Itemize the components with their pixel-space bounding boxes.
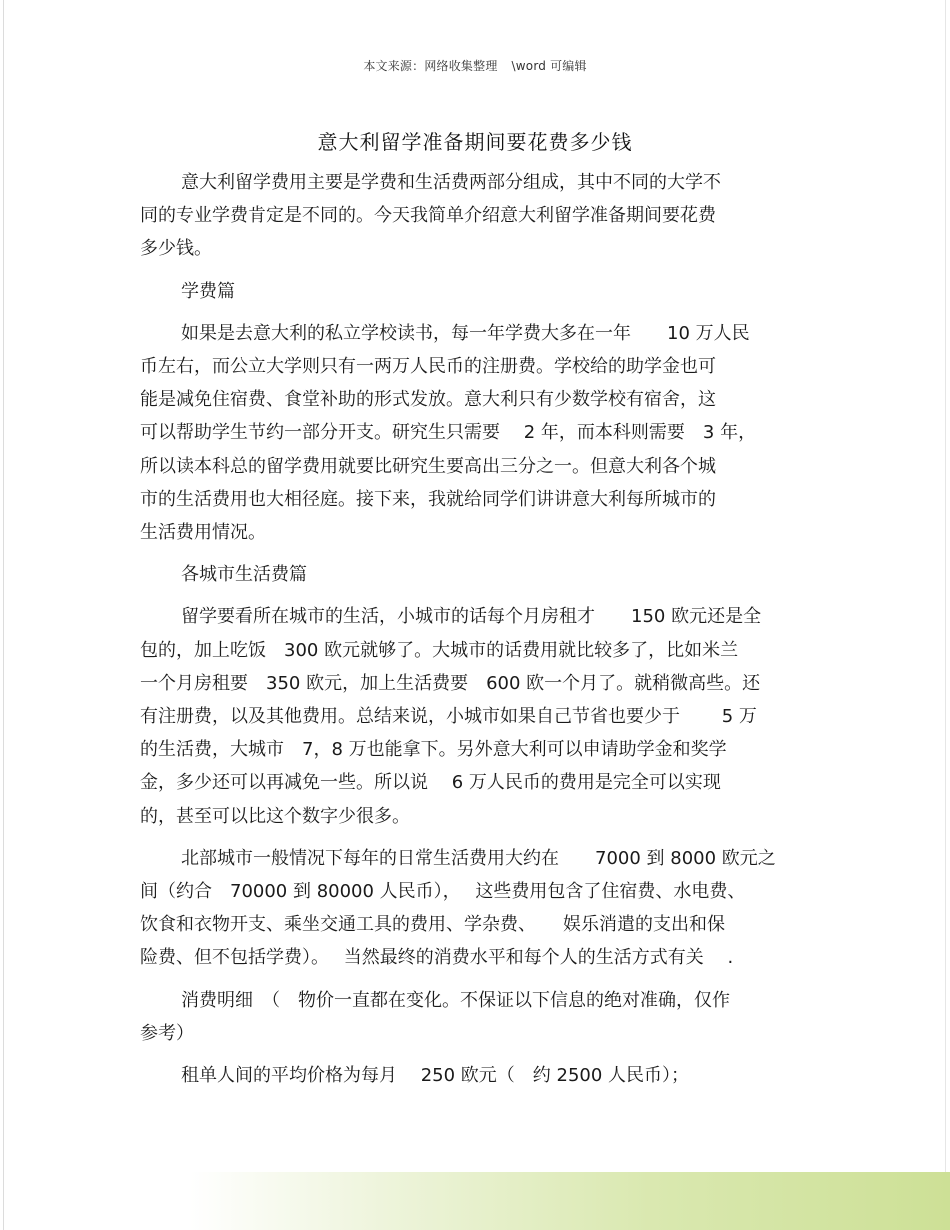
header-source-text: 本文来源：网络收集整理	[363, 59, 498, 73]
text-line: 租单人间的平均价格为每月 250 欧元（ 约 2500 人民币）；	[181, 1065, 690, 1087]
text-line: 包的，加上吃饭 300 欧元就够了。大城市的话费用就比较多了，比如米兰	[140, 639, 739, 661]
section-heading-living	[140, 558, 820, 591]
page-right-edge	[945, 0, 946, 1230]
text-line: 学费篇	[181, 280, 235, 302]
text-line: 可以帮助学生节约一部分开支。研究生只需要 2 年，而本科则需要 3 年，	[140, 422, 757, 444]
text-line: 币左右，而公立大学则只有一两万人民币的注册费。学校给的助学金也可	[140, 356, 716, 378]
text-line: 生活费用情况。	[140, 522, 266, 544]
text-line: 的生活费，大城市 7，8 万也能拿下。另外意大利可以申请助学金和奖学	[140, 739, 727, 761]
paragraph-tuition	[140, 317, 820, 549]
footer-decoration-band	[190, 1172, 950, 1230]
text-line: 参考）	[140, 1022, 194, 1044]
text-line: 所以读本科总的留学费用就要比研究生要高出三分之一。但意大利各个城	[140, 455, 716, 477]
text-line: 留学要看所在城市的生活，小城市的话每个月房租才 150 欧元还是全	[181, 606, 762, 628]
text-line: 险费、但不包括学费）。 当然最终的消费水平和每个人的生活方式有关 .	[140, 947, 734, 969]
header-editable-text: \word 可编辑	[511, 59, 587, 73]
text-line: 饮食和衣物开支、乘坐交通工具的费用、学杂费、 娱乐消遣的支出和保	[140, 914, 725, 936]
text-line: 意大利留学费用主要是学费和生活费两部分组成，其中不同的大学不	[181, 172, 721, 193]
document-body	[140, 166, 820, 1092]
paragraph-expense-details	[140, 984, 820, 1050]
text-line: 市的生活费用也大相径庭。接下来，我就给同学们讲讲意大利每所城市的	[140, 488, 716, 510]
paragraph-northern-cities	[140, 842, 820, 975]
document-title: 意大利留学准备期间要花费多少钱	[317, 130, 633, 154]
paragraph-living-costs	[140, 600, 820, 832]
text-line: 有注册费，以及其他费用。总结来说，小城市如果自己节省也要少于 5 万	[140, 706, 757, 728]
text-line: 消费明细 （ 物价一直都在变化。不保证以下信息的绝对准确，仅作	[181, 989, 730, 1011]
document-header-note	[0, 57, 950, 74]
text-line: 一个月房租要 350 欧元，加上生活费要 600 欧一个月了。就稍微高些。还	[140, 672, 761, 694]
page-left-edge	[3, 0, 4, 1230]
section-heading-tuition	[140, 275, 820, 308]
text-line: 如果是去意大利的私立学校读书，每一年学费大多在一年 10 万人民	[181, 322, 750, 344]
text-line: 同的专业学费肯定是不同的。今天我简单介绍意大利留学准备期间要花费	[140, 205, 716, 227]
text-line: 能是减免住宿费、食堂补助的形式发放。意大利只有少数学校有宿舍，这	[140, 389, 716, 411]
text-line: 多少钱。	[140, 238, 212, 260]
paragraph-rent	[140, 1059, 820, 1092]
text-line: 北部城市一般情况下每年的日常生活费用大约在 7000 到 8000 欧元之	[181, 847, 776, 869]
text-line: 间（约合 70000 到 80000 人民币）， 这些费用包含了住宿费、水电费、	[140, 881, 746, 903]
text-line: 金，多少还可以再减免一些。所以说 6 万人民币的费用是完全可以实现	[140, 772, 721, 794]
text-line: 的，甚至可以比这个数字少很多。	[140, 805, 410, 827]
text-line: 各城市生活费篇	[181, 564, 307, 586]
paragraph-intro	[140, 166, 820, 266]
